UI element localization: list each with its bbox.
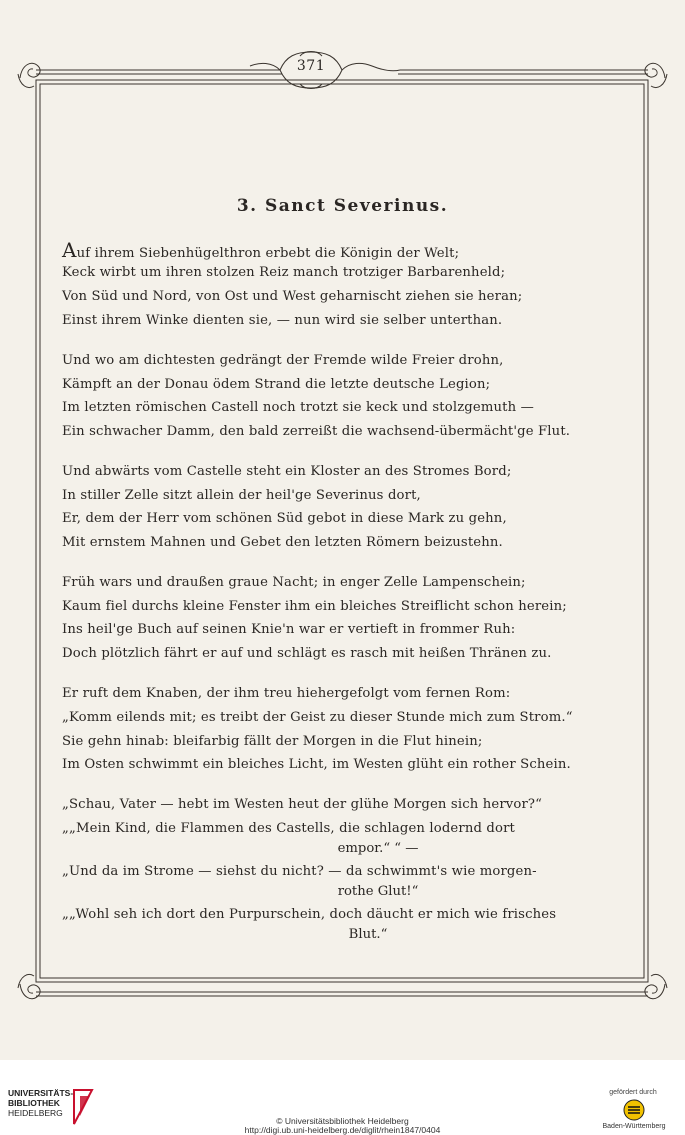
funded-by-label: gefördert durch: [609, 1089, 657, 1096]
poem-line: Und abwärts vom Castelle steht ein Kloster an des Stromes Bord;: [62, 464, 512, 479]
state-coat-of-arms-icon: [623, 1099, 645, 1121]
poem-line: Sie gehn hinab: bleifarbig fällt der Morgen in die Flut hinein;: [62, 734, 483, 749]
library-name: UNIVERSITÄTS- BIBLIOTHEK HEIDELBERG: [8, 1088, 74, 1118]
poem-line: „„Mein Kind, die Flammen des Castells, die schlagen lodernd dort: [62, 821, 515, 836]
poem-line: Auf ihrem Siebenhügelthron erbebt die Königin der Welt;: [62, 238, 460, 262]
poem-line: Kämpft an der Donau ödem Strand die letzte deutsche Legion;: [62, 377, 491, 392]
poem-line: Doch plötzlich fährt er auf und schlägt es rasch mit heißen Thränen zu.: [62, 646, 552, 661]
poem-line: Einst ihrem Winke dienten sie, — nun wird sie selber unterthan.: [62, 313, 503, 328]
permalink[interactable]: http://digi.ub.uni-heidelberg.de/diglit/rhein1847/0404: [244, 1125, 441, 1135]
sponsor-name: Baden-Württemberg: [602, 1123, 666, 1130]
poem-line: Im letzten römischen Castell noch trotzt sie keck und stolzgemuth —: [62, 400, 534, 415]
poem-line: In stiller Zelle sitzt allein der heil'ge Severinus dort,: [62, 488, 421, 503]
poem-line: Mit ernstem Mahnen und Gebet den letzten Römern beizustehn.: [62, 535, 503, 550]
poem-title: 3. Sanct Severinus.: [236, 196, 449, 216]
poem-line: Ins heil'ge Buch auf seinen Knie'n war er vertieft in frommer Ruh:: [62, 622, 516, 637]
poem-line: „Schau, Vater — hebt im Westen heut der glühe Morgen sich hervor?“: [62, 797, 543, 812]
poem-line: Keck wirbt um ihren stolzen Reiz manch trotziger Barbarenheld;: [62, 265, 506, 280]
poem-line-continuation: rothe Glut!“: [337, 884, 419, 899]
poem-line: Im Osten schwimmt ein bleiches Licht, im Westen glüht ein rother Schein.: [62, 757, 571, 772]
copyright-notice: © Universitätsbibliothek Heidelberg: [276, 1116, 409, 1126]
poem-line: Früh wars und draußen graue Nacht; in enger Zelle Lampenschein;: [62, 575, 526, 590]
poem-line: Kaum fiel durchs kleine Fenster ihm ein bleiches Streiflicht schon herein;: [62, 599, 567, 614]
poem-line: „„Wohl seh ich dort den Purpurschein, doch däucht er mich wie frisches: [62, 907, 557, 922]
poem-line: „Komm eilends mit; es treibt der Geist zu dieser Stunde mich zum Strom.“: [62, 710, 573, 725]
poem-line-continuation: Blut.“: [348, 927, 388, 942]
poem-line: Ein schwacher Damm, den bald zerreißt die wachsend-übermächt'ge Flut.: [62, 424, 571, 439]
poem-line: Und wo am dichtesten gedrängt der Fremde wilde Freier drohn,: [62, 353, 504, 368]
poem-line: Er, dem der Herr vom schönen Süd gebot in diese Mark zu gehn,: [62, 511, 507, 526]
poem-line: Von Süd und Nord, von Ost und West geharnischt ziehen sie heran;: [62, 289, 523, 304]
poem-line: „Und da im Strome — siehst du nicht? — da schwimmt's wie morgen-: [62, 864, 537, 879]
poem-line: Er ruft dem Knaben, der ihm treu hiehergefolgt vom fernen Rom:: [62, 686, 511, 701]
poem-line-continuation: empor.“ “ —: [337, 841, 419, 856]
page-number: 371: [296, 58, 326, 74]
